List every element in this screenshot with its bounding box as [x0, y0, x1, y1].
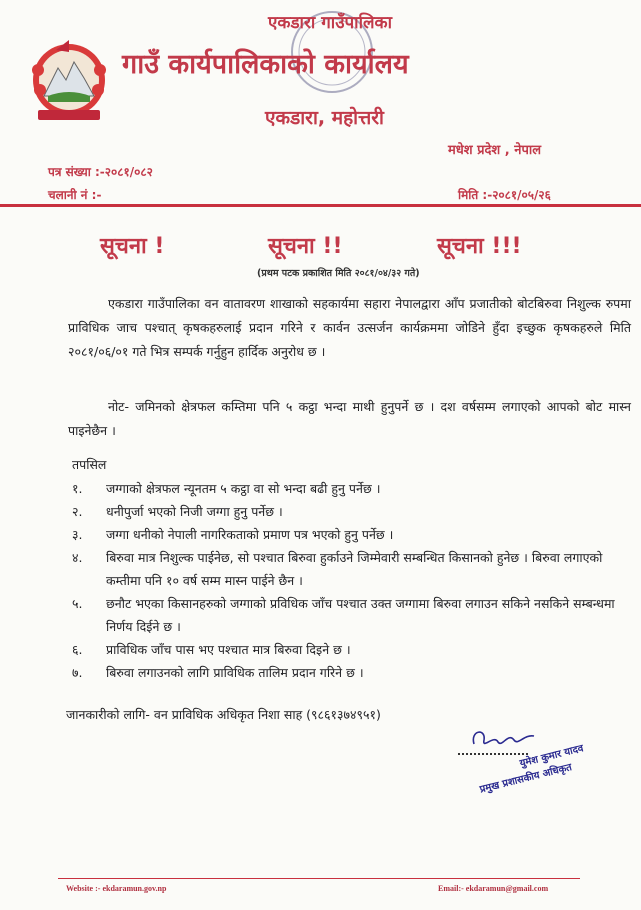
list-item: ४. बिरुवा मात्र निशुल्क पाईनेछ, सो पश्चात बिरुवा हुर्काउने जिम्मेवारी सम्बन्धित किसानको हुनेछ । बिरुवा लगाएको कम्तीमा पनि १० वर्ष सम्म मास्न पाईने छैन । [72, 550, 603, 588]
province-label: मधेश प्रदेश , नेपाल [448, 143, 542, 158]
list-item: ५. छनौट भएका किसानहरुको जग्गाको प्रविधिक जाँच पश्चात उक्त जग्गामा बिरुवा लगाउन सकिने नसकिने सम्बन्धमा निर्णय दिईने छ । [72, 596, 615, 634]
email-link[interactable]: Email:- ekdaramun@gmail.com [438, 884, 549, 893]
conditions-heading: तपसिल [72, 457, 107, 472]
office-title: गाउँ कार्यपालिकाको कार्यालय [122, 49, 409, 80]
signatory-name: युमेश कुमार यादव [518, 743, 585, 770]
reference-number: पत्र संख्या :-२०८१/०८२ [48, 165, 153, 179]
published-date-note: (प्रथम पटक प्रकाशित मिति २०८१/०४/३२ गते) [257, 268, 420, 279]
notice-paragraph: एकडारा गाउँपालिका वन वातावरण शाखाको सहकार्यमा सहारा नेपालद्वारा आँप प्रजातीको बोटबिरुवा निशुल्क रुपमा प्राविधिक जाच पश्चात् कृषकहरुलाई प्रदान गरिने र कार्वन उत्सर्जन कार्यक्रममा जोडिने हुँदा इच्छुक कृषकहरुले मिति २०८१/०६/०१ गते भित्र सम्पर्क गर्नुहुन हार्दिक अनुरोध छ । [68, 296, 631, 359]
dispatch-number: चलानी नं :- [48, 188, 102, 202]
notice-heading-1: सूचना ! [100, 234, 165, 259]
signatory-title: प्रमुख प्रशासकीय अधिकृत [478, 762, 574, 796]
list-item: ३. जग्गा धनीको नेपाली नागरिकताको प्रमाण पत्र भएको हुनु पर्नेछ । [72, 527, 394, 542]
list-item: ७. बिरुवा लगाउनको लागि प्राविधिक तालिम प्रदान गरिने छ । [72, 665, 364, 680]
footer-divider [58, 878, 580, 879]
list-item: २. धनीपुर्जा भएको निजी जग्गा हुनु पर्नेछ । [72, 504, 283, 519]
notice-heading-2: सूचना !! [268, 234, 343, 259]
conditions-list [72, 477, 632, 684]
letter-date: मिति :-२०८१/०५/२६ [458, 188, 551, 202]
notice-heading-3: सूचना !!! [437, 234, 522, 259]
header-divider [0, 204, 641, 207]
office-location: एकडारा, महोत्तरी [265, 107, 384, 129]
office-name-small: एकडारा गाउँपालिका [268, 13, 392, 33]
list-item: १. जग्गाको क्षेत्रफल न्यूनतम ५ कट्ठा वा सो भन्दा बढी हुनु पर्नेछ । [72, 481, 381, 496]
website-link[interactable]: Website :- ekdaramun.gov.np [66, 884, 167, 893]
list-item: ६. प्राविधिक जाँच पास भए पश्चात मात्र बिरुवा दिइने छ । [72, 642, 351, 657]
nepal-emblem-logo [26, 36, 112, 128]
signature-line [458, 753, 528, 755]
note-paragraph: नोट- जमिनको क्षेत्रफल कम्तिमा पनि ५ कट्ठा भन्दा माथी हुनुपर्ने छ । दश वर्षसम्म लगाएको आपको बोट मास्न पाइनेछैन । [68, 399, 631, 438]
contact-info: जानकारीको लागि- वन प्राविधिक अधिकृत निशा साह (९८६१३७४९५१) [66, 707, 381, 722]
